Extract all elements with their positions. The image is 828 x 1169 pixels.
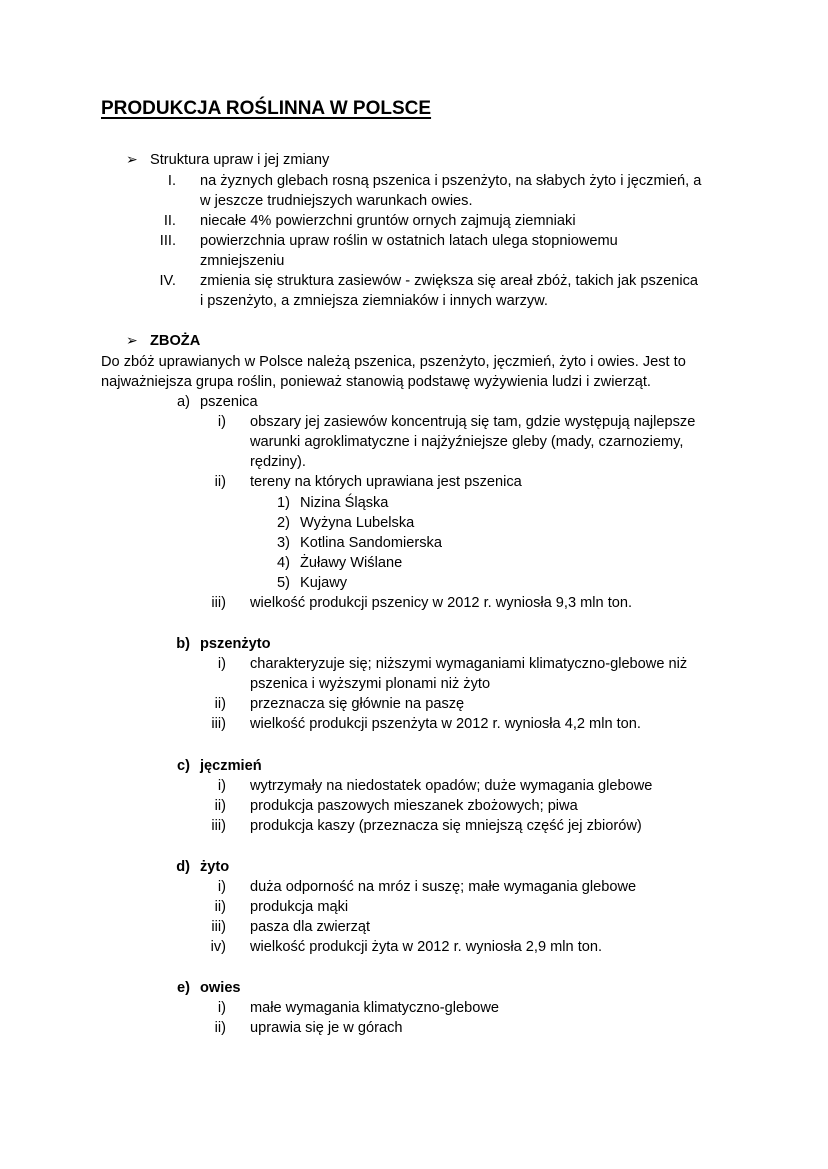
sub-point-number: i)	[217, 778, 226, 795]
crop-heading: jęczmień	[200, 758, 262, 774]
sub-point-number: ii)	[214, 798, 226, 815]
sub-point-text: produkcja paszowych mieszanek zbożowych; piwa	[250, 798, 578, 815]
sub-point-number: ii)	[214, 1020, 226, 1037]
sub-point-text: wielkość produkcji żyta w 2012 r. wyniosła 2,9 mln ton.	[250, 939, 603, 956]
arrow-bullet-icon: ➢	[126, 151, 138, 167]
paragraph-text: Do zbóż uprawianych w Polsce należą pszenica, pszenżyto, jęczmień, żyto i owies. Jest to	[101, 353, 686, 370]
sub-point-number: i)	[217, 879, 226, 896]
sub-point-text: pasza dla zwierząt	[250, 919, 371, 936]
sub-point-number: iii)	[211, 818, 226, 835]
sub-point-text: wytrzymały na niedostatek opadów; duże wymagania glebowe	[250, 778, 653, 795]
list-item-text: zmniejszeniu	[200, 252, 285, 269]
sub-point-text: wielkość produkcji pszenicy w 2012 r. wyniosła 9,3 mln ton.	[250, 595, 633, 611]
sub-point-number: ii)	[214, 696, 226, 713]
sub-point-text: warunki agroklimatyczne i najżyźniejsze gleby (mady, czarnoziemy,	[250, 434, 684, 451]
sub-point-text: tereny na których uprawiana jest pszenica	[250, 474, 522, 491]
crop-heading: żyto	[200, 859, 230, 875]
sub-point-text: duża odporność na mróz i suszę; małe wymagania glebowe	[250, 879, 637, 896]
sub-point-text: pszenica i wyższymi plonami niż żyto	[250, 676, 491, 693]
sub-point-text: obszary jej zasiewów koncentrują się tam, gdzie występują najlepsze	[250, 414, 696, 431]
list-item-text: zmienia się struktura zasiewów - zwiększa się areał zbóż, takich jak pszenica	[200, 273, 699, 289]
roman-numeral: IV.	[159, 273, 176, 289]
crop-letter: a)	[177, 394, 190, 410]
region-name: Żuławy Wiślane	[300, 554, 403, 571]
region-name: Kujawy	[300, 574, 348, 591]
arrow-bullet-icon: ➢	[126, 332, 138, 348]
list-item-text: na żyznych glebach rosną pszenica i pszenżyto, na słabych żyto i jęczmień, a	[200, 172, 702, 189]
sub-point-number: iv)	[210, 939, 226, 956]
page-title: PRODUKCJA ROŚLINNA W POLSCE	[101, 98, 432, 119]
crop-heading: pszenżyto	[200, 636, 271, 652]
sub-point-number: ii)	[214, 899, 226, 916]
region-name: Kotlina Sandomierska	[300, 534, 442, 551]
sub-point-number: iii)	[211, 919, 226, 936]
roman-numeral: III.	[159, 232, 176, 249]
region-name: Nizina Śląska	[300, 494, 389, 511]
crop-heading: pszenica	[200, 394, 258, 410]
crop-letter: d)	[176, 859, 190, 875]
sub-point-text: uprawia się je w górach	[250, 1020, 403, 1037]
sub-point-number: iii)	[211, 595, 226, 611]
sub-point-text: przeznacza się głównie na paszę	[250, 696, 465, 713]
sub-point-number: iii)	[211, 716, 226, 733]
crop-heading: owies	[200, 980, 241, 996]
sub-point-text: charakteryzuje się; niższymi wymaganiami klimatyczno-glebowe niż	[250, 656, 688, 673]
list-item-text: powierzchnia upraw roślin w ostatnich latach ulega stopniowemu	[200, 232, 618, 249]
sub-point-number: ii)	[214, 474, 226, 491]
sub-point-number: i)	[217, 1000, 226, 1017]
sub-point-text: produkcja mąki	[250, 899, 349, 916]
region-number: 5)	[277, 574, 290, 591]
crop-letter: c)	[177, 758, 190, 774]
sub-point-number: i)	[217, 656, 226, 673]
region-number: 1)	[277, 494, 290, 511]
region-name: Wyżyna Lubelska	[300, 514, 415, 531]
crop-letter: e)	[177, 980, 190, 996]
sub-point-number: i)	[217, 414, 226, 431]
sub-point-text: wielkość produkcji pszenżyta w 2012 r. wyniosła 4,2 mln ton.	[250, 716, 641, 733]
region-number: 3)	[277, 534, 290, 551]
section-heading: Struktura upraw i jej zmiany	[150, 152, 330, 168]
paragraph-text: najważniejsza grupa roślin, ponieważ stanowią podstawę wyżywienia ludzi i zwierząt.	[101, 373, 651, 390]
sub-point-text: rędziny).	[250, 454, 306, 471]
roman-numeral: II.	[163, 212, 176, 229]
roman-numeral: I.	[167, 172, 176, 189]
list-item-text: niecałe 4% powierzchni gruntów ornych zajmują ziemniaki	[200, 212, 576, 229]
region-number: 2)	[277, 514, 290, 531]
sub-point-text: małe wymagania klimatyczno-glebowe	[250, 1000, 500, 1017]
sub-point-text: produkcja kaszy (przeznacza się mniejszą część jej zbiorów)	[250, 818, 642, 835]
list-item-text: w jeszcze trudniejszych warunkach owies.	[200, 192, 473, 209]
section-heading: ZBOŻA	[150, 333, 201, 349]
list-item-text: i pszenżyto, a zmniejsza ziemniaków i innych warzyw.	[200, 293, 548, 310]
region-number: 4)	[277, 554, 290, 571]
crop-letter: b)	[176, 636, 190, 652]
